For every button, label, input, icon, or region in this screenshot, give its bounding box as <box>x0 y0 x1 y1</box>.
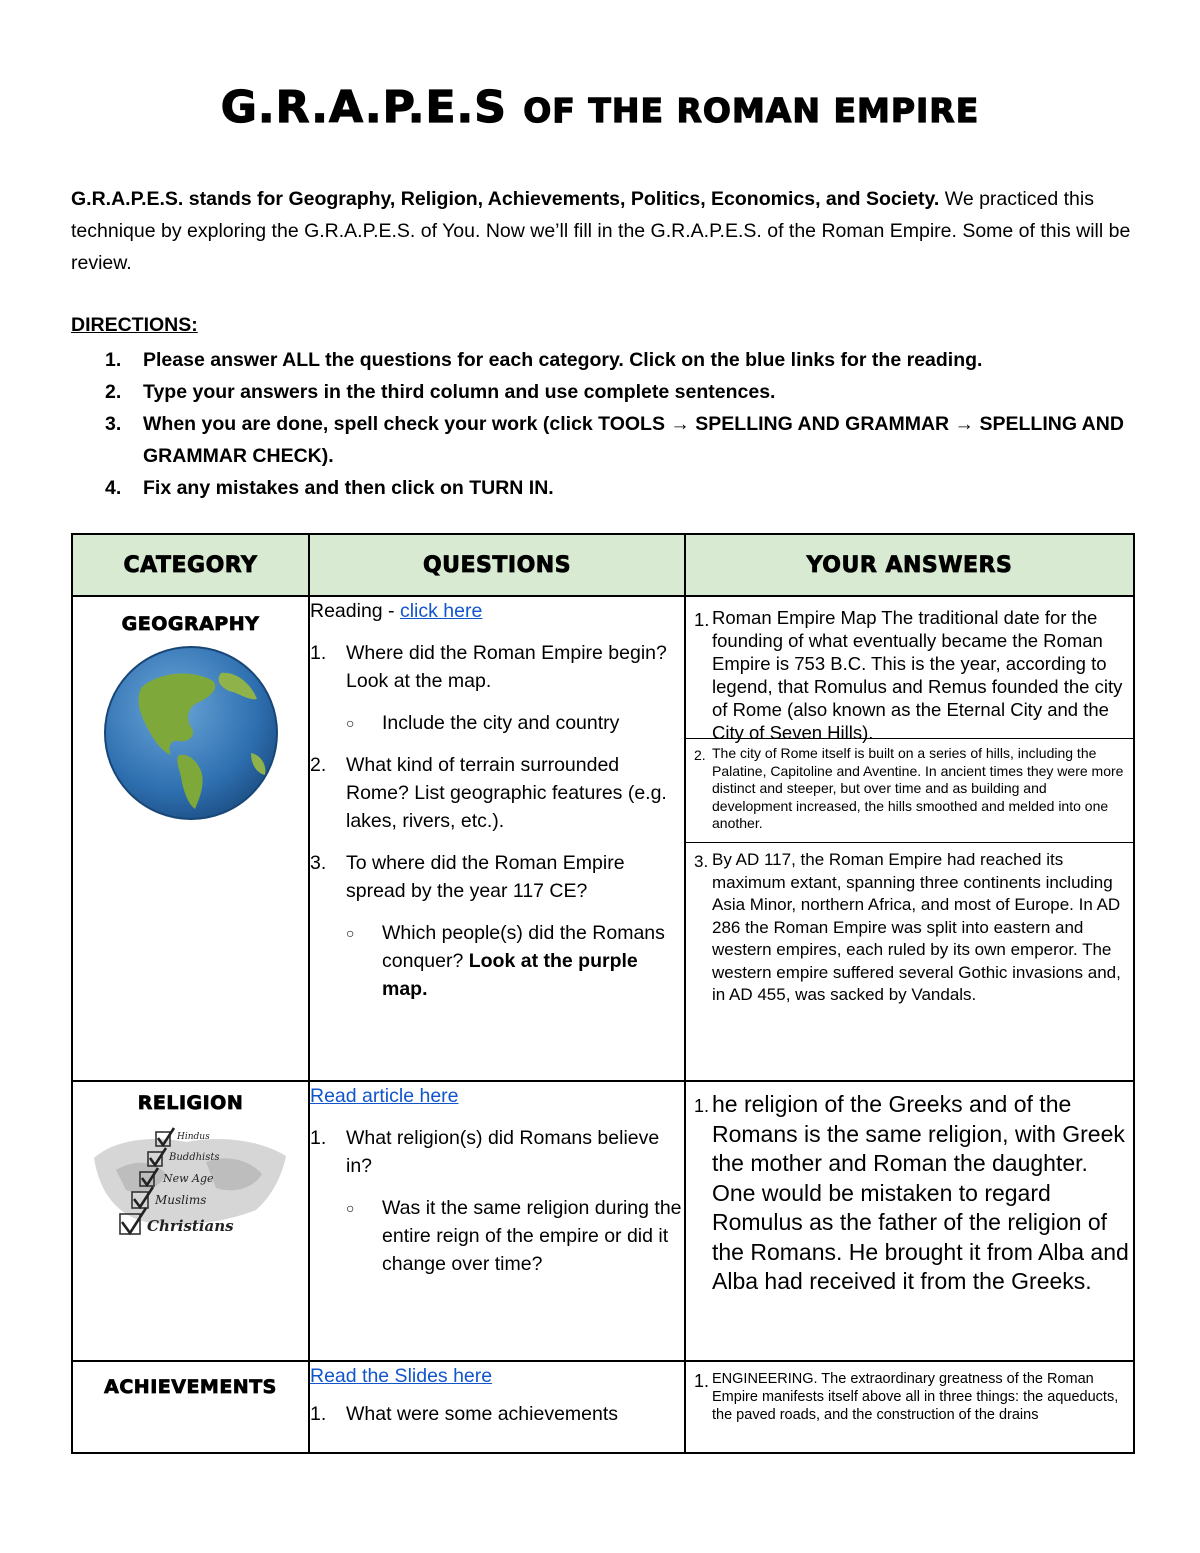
intro-rest: We practiced this technique by exploring the G.R.A.P.E.S. of You. Now we’ll fill in the G.R.A.P.E.S. of the Roman Empire. Some of this will be review. <box>71 188 1131 274</box>
direction-item <box>71 376 1131 408</box>
answer-item[interactable] <box>686 739 1133 843</box>
question-item <box>310 1400 684 1428</box>
reading-prefix: Reading - <box>310 600 400 622</box>
intro-paragraph <box>71 183 1131 279</box>
question-item <box>310 751 684 835</box>
checklist-item: Muslims <box>155 1193 207 1207</box>
direction-text: Fix any mistakes and then click on TURN IN. <box>143 477 554 499</box>
question-number: 1. <box>310 1403 327 1425</box>
globe-icon <box>73 643 308 823</box>
table-row-achievements <box>72 1361 1134 1453</box>
direction-number: 3. <box>105 413 122 435</box>
page-title <box>0 82 1200 133</box>
question-number: 2. <box>310 754 327 776</box>
achievements-slides-link[interactable]: Read the Slides here <box>310 1365 493 1387</box>
category-cell-achievements <box>72 1361 309 1453</box>
answer-number: 1. <box>694 1371 710 1391</box>
answer-item[interactable] <box>686 597 1133 743</box>
directions-list <box>71 344 1131 504</box>
question-item <box>310 849 684 905</box>
direction-number: 2. <box>105 381 122 403</box>
question-number: 1. <box>310 1127 327 1149</box>
grapes-table <box>71 533 1135 1454</box>
question-sub-item <box>310 1194 684 1278</box>
direction-text: When you are done, spell check your work (click TOOLS → SPELLING AND GRAMMAR → SPELLING AND GRAMMAR CHECK). <box>143 413 1124 467</box>
question-sub-text-a: Which people(s) did the Romans conquer? <box>382 922 665 972</box>
header-category: CATEGORY <box>72 534 309 596</box>
question-number: 1. <box>310 642 327 664</box>
answer-text: ENGINEERING. The extraordinary greatness of the Roman Empire manifests itself above all in three things: the aqueducts, the paved roads, and the construction of the drains <box>712 1371 1119 1423</box>
reading-line <box>310 1362 684 1390</box>
question-text: To where did the Roman Empire spread by the year 117 CE? <box>346 852 625 902</box>
direction-text: Please answer ALL the questions for each category. Click on the blue links for the reading. <box>143 349 983 371</box>
question-sub-text-b: Look at the purple map. <box>382 950 638 1000</box>
question-sub-item <box>310 919 684 1003</box>
question-text: What religion(s) did Romans believe in? <box>346 1127 660 1177</box>
direction-item <box>71 344 1131 376</box>
direction-number: 4. <box>105 477 122 499</box>
reading-line <box>310 597 684 625</box>
bullet-icon: ○ <box>346 715 355 731</box>
table-row-religion <box>72 1081 1134 1361</box>
direction-item <box>71 408 1131 472</box>
bullet-icon: ○ <box>346 925 355 941</box>
answer-text: The city of Rome itself is built on a series of hills, including the Palatine, Capitoline and Aventine. In ancient times they were more distinct and steeper, but over time and as building and development increased, the hills smoothed and melded into one another. <box>712 745 1124 831</box>
page-title-main: G.R.A.P.E.S <box>220 82 507 133</box>
header-answers: YOUR ANSWERS <box>685 534 1134 596</box>
question-text: What kind of terrain surrounded Rome? List geographic features (e.g. lakes, rivers, etc.). <box>346 754 667 832</box>
bullet-icon: ○ <box>346 1200 355 1216</box>
table-header-row <box>72 534 1134 596</box>
checklist-item: New Age <box>163 1172 214 1185</box>
header-questions: QUESTIONS <box>309 534 685 596</box>
category-geography: GEOGRAPHY <box>121 613 260 635</box>
question-sub-item <box>310 709 684 737</box>
category-cell-religion <box>72 1081 309 1361</box>
question-text: What were some achievements <box>346 1403 619 1425</box>
table-row-geography <box>72 596 1134 1081</box>
question-item <box>310 1124 684 1180</box>
answers-cell-geography[interactable] <box>685 596 1134 1081</box>
checklist-item: Christians <box>147 1217 234 1235</box>
religion-article-link[interactable]: Read article here <box>310 1085 459 1107</box>
questions-cell-achievements <box>309 1361 685 1453</box>
question-number: 3. <box>310 852 327 874</box>
question-sub-text <box>382 919 684 1003</box>
answer-number: 1. <box>694 609 710 630</box>
geography-reading-link[interactable]: click here <box>399 600 483 622</box>
intro-bold: G.R.A.P.E.S. stands for Geography, Religion, Achievements, Politics, Economics, and Society. <box>71 188 940 210</box>
answer-number: 3. <box>694 852 709 871</box>
page-title-sub: OF THE ROMAN EMPIRE <box>523 91 980 130</box>
direction-item <box>71 472 1131 504</box>
questions-cell-religion <box>309 1081 685 1361</box>
answer-text: Roman Empire Map The traditional date for the founding of what eventually became the Roman Empire is 753 B.C. This is the year, according to legend, that Romulus and Remus founded the city of Rome (also known as the Eternal City and the City of Seven Hills). <box>712 607 1123 743</box>
answer-number: 1. <box>694 1096 710 1116</box>
answers-cell-religion[interactable] <box>685 1081 1134 1361</box>
direction-text: Type your answers in the third column and use complete sentences. <box>143 381 776 403</box>
checklist-item: Hindus <box>177 1132 210 1142</box>
question-item <box>310 639 684 695</box>
category-religion: RELIGION <box>137 1092 244 1114</box>
answers-cell-achievements[interactable] <box>685 1361 1134 1453</box>
question-sub-text: Was it the same religion during the entire reign of the empire or did it change over time? <box>382 1197 682 1275</box>
category-achievements: ACHIEVEMENTS <box>104 1376 277 1398</box>
question-text: Where did the Roman Empire begin? Look at the map. <box>346 642 667 692</box>
answer-text: he religion of the Greeks and of the Romans is the same religion, with Greek the mother and Roman the daughter. One would be mistaken to regard Romulus as the father of the religion of the Romans. He brought it from Alba and Alba had received it from the Greeks. <box>712 1091 1129 1294</box>
checklist-item: Buddhists <box>169 1152 220 1163</box>
directions-heading: DIRECTIONS: <box>71 314 198 336</box>
answer-item[interactable] <box>686 843 1133 1011</box>
answer-number: 2. <box>694 747 706 763</box>
direction-number: 1. <box>105 349 122 371</box>
questions-cell-geography <box>309 596 685 1081</box>
reading-line <box>310 1082 684 1110</box>
answer-item[interactable] <box>686 1362 1133 1428</box>
category-cell-geography <box>72 596 309 1081</box>
question-sub-text: Include the city and country <box>382 712 620 734</box>
answer-text: By AD 117, the Roman Empire had reached its maximum extant, spanning three continents including Asia Minor, northern Africa, and most of Europe. In AD 286 the Roman Empire was split into eastern and western empires, each ruled by its own emperor. The western empire suffered several Gothic invasions and, in AD 455, was sacked by Vandals. <box>712 850 1121 1004</box>
answer-item[interactable] <box>686 1082 1133 1301</box>
religion-checklist-icon <box>73 1118 308 1248</box>
